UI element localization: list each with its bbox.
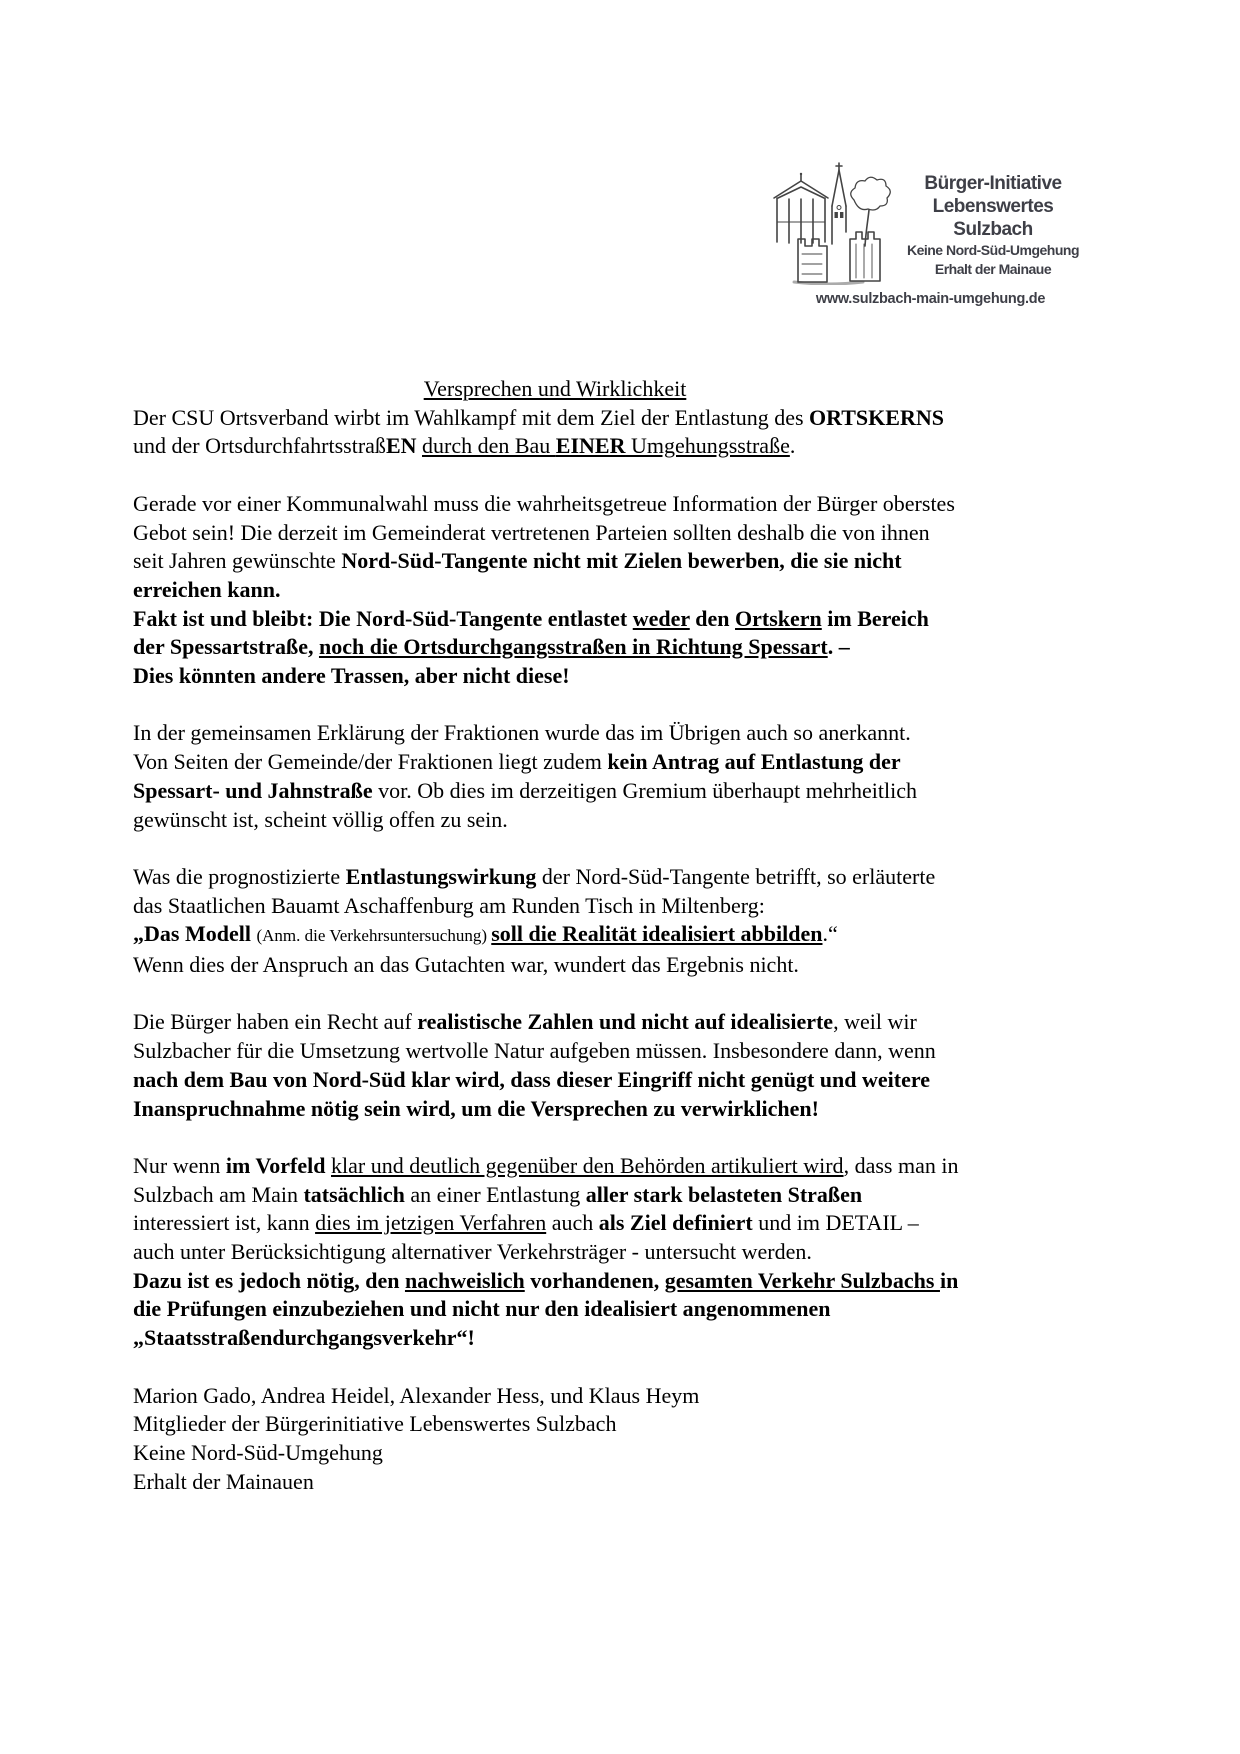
text-run: weder (632, 605, 690, 631)
logo-row (768, 160, 1093, 285)
text-run: noch die Ortsdurchgangsstraßen in Richtung Spessart (318, 634, 828, 660)
text-run: . (789, 433, 796, 459)
text-run: und im DETAIL – (752, 1210, 919, 1236)
text-line (133, 1382, 1053, 1411)
logo (768, 160, 1093, 307)
text-run: Fakt ist und bleibt: Die Nord-Süd-Tangente entlastet (133, 605, 633, 631)
text-line (133, 1008, 1053, 1037)
text-line (133, 1209, 1053, 1238)
text-run: nach dem Bau von Nord-Süd klar wird, dass dieser Eingriff nicht genügt und weitere (133, 1066, 930, 1092)
text-line (133, 719, 1053, 748)
text-run: Umgehungsstraße (625, 433, 790, 459)
text-run: im Vorfeld (225, 1152, 326, 1178)
text-run: Was die prognostizierte (133, 863, 346, 889)
text-run: tatsächlich (303, 1181, 405, 1207)
village-sketch-icon (768, 160, 893, 285)
text-run: realistische Zahlen und nicht auf idealisierte (417, 1009, 834, 1035)
text-run: Dies könnten andere Trassen, aber nicht diese! (133, 663, 570, 689)
signature-block (133, 1382, 1053, 1497)
text-run: Gebot sein! Die derzeit im Gemeinderat vertretenen Parteien sollten deshalb die von ihnen (133, 519, 930, 545)
text-run: Keine Nord-Süd-Umgehung (133, 1439, 383, 1465)
logo-name-line1: Bürger-Initiative (924, 173, 1062, 194)
text-run: klar und deutlich gegenüber den Behörden artikuliert wird (331, 1152, 844, 1178)
text-run: vorhandenen, (524, 1267, 665, 1293)
text-run: Die Bürger haben ein Recht auf (133, 1009, 418, 1035)
text-line (133, 432, 1053, 461)
text-line (133, 777, 1053, 806)
text-run: EN (385, 433, 417, 459)
text-run: die Prüfungen einzubeziehen und nicht nur den idealisiert angenommenen (133, 1296, 831, 1322)
text-run: in (939, 1267, 959, 1293)
text-line (133, 1181, 1053, 1210)
kommunalwahl-paragraph (133, 490, 1053, 691)
text-run: (Anm. die Verkehrsuntersuchung) (256, 926, 492, 946)
text-run: durch den Bau (422, 433, 556, 459)
text-run: Der CSU Ortsverband wirbt im Wahlkampf mit dem Ziel der Entlastung des (133, 404, 810, 430)
text-line (133, 1439, 1053, 1468)
text-run: auch unter Berücksichtigung alternativer Verkehrsträger - untersucht werden. (133, 1239, 812, 1265)
text-run: Nur wenn (133, 1152, 226, 1178)
text-run: Spessart- und Jahnstraße (133, 777, 373, 803)
text-run: Nord-Süd-Tangente nicht mit Zielen bewerben, die sie nicht (341, 548, 902, 574)
text-line (133, 1066, 1053, 1095)
text-run: ORTSKERNS (809, 404, 944, 430)
website-url: www.sulzbach-main-umgehung.de (815, 291, 1046, 307)
text-run: Marion Gado, Andrea Heidel, Alexander Hess, und Klaus Heym (133, 1382, 700, 1408)
text-run: Von Seiten der Gemeinde/der Fraktionen liegt zudem (133, 749, 608, 775)
text-run: dies im jetzigen Verfahren (315, 1210, 547, 1236)
text-line (133, 576, 1053, 605)
text-run: soll die Realität idealisiert abbilden (491, 921, 823, 947)
text-line (133, 920, 1053, 951)
text-run: nachweislich (404, 1267, 525, 1293)
title (133, 375, 1053, 404)
text-line (133, 863, 1053, 892)
text-run: erreichen kann. (133, 576, 281, 602)
logo-text (893, 160, 1093, 279)
logo-slogan-line1: Keine Nord-Süd-Umgehung (906, 242, 1080, 258)
text-line (133, 806, 1053, 835)
text-run: , dass man in (843, 1152, 959, 1178)
text-run: interessiert ist, kann (133, 1210, 316, 1236)
logo-slogan-line2: Erhalt der Mainaue (934, 261, 1052, 277)
text-run: gesamten Verkehr Sulzbachs (664, 1267, 940, 1293)
text-line (133, 1295, 1053, 1324)
text-run: der Spessartstraße, (133, 634, 319, 660)
text-run: EINER (555, 433, 626, 459)
text-run: Ortskern (735, 605, 822, 631)
entlastungswirkung-paragraph (133, 863, 1053, 980)
text-run: seit Jahren gewünschte (133, 548, 342, 574)
text-line (133, 1095, 1053, 1124)
text-run: aller stark belasteten Straßen (585, 1181, 863, 1207)
text-run: vor. Ob dies im derzeitigen Gremium überhaupt mehrheitlich (372, 777, 917, 803)
text-line (133, 375, 1053, 404)
text-line (133, 1410, 1053, 1439)
text-line (133, 662, 1053, 691)
text-run: In der gemeinsamen Erklärung der Fraktionen wurde das im Übrigen auch so anerkannt. (133, 720, 911, 746)
text-line (133, 892, 1053, 921)
text-run: den (689, 605, 736, 631)
text-run: auch (546, 1210, 599, 1236)
text-run: als Ziel definiert (598, 1210, 753, 1236)
text-run: an einer Entlastung (404, 1181, 586, 1207)
text-run: „Staatsstraßendurchgangsverkehr“! (133, 1325, 475, 1351)
text-line (133, 605, 1053, 634)
text-line (133, 1238, 1053, 1267)
text-run: Entlastungswirkung (345, 863, 537, 889)
text-run: das Staatlichen Bauamt Aschaffenburg am Runden Tisch in Miltenberg: (133, 892, 765, 918)
logo-name-line2: Lebenswertes Sulzbach (932, 196, 1054, 240)
vorfeld-paragraph (133, 1152, 1053, 1353)
text-run: Gerade vor einer Kommunalwahl muss die wahrheitsgetreue Information der Bürger oberstes (133, 490, 955, 516)
erklaerung-paragraph (133, 719, 1053, 834)
text-line (133, 1152, 1053, 1181)
text-run: Sulzbach am Main (133, 1181, 304, 1207)
text-run: gewünscht ist, scheint völlig offen zu sein. (133, 806, 508, 832)
text-line (133, 1037, 1053, 1066)
text-line (133, 951, 1053, 980)
text-run: „Das Modell (133, 921, 257, 947)
text-run: Mitglieder der Bürgerinitiative Lebenswertes Sulzbach (133, 1411, 617, 1437)
text-run: . – (827, 634, 850, 660)
text-line (133, 519, 1053, 548)
text-line (133, 490, 1053, 519)
text-line (133, 633, 1053, 662)
text-run: der Nord-Süd-Tangente betrifft, so erläuterte (536, 863, 936, 889)
text-run: Wenn dies der Anspruch an das Gutachten war, wundert das Ergebnis nicht. (133, 952, 799, 978)
buerger-recht-paragraph (133, 1008, 1053, 1123)
text-run: Dazu ist es jedoch nötig, den (133, 1267, 405, 1293)
document-body (133, 375, 1053, 1496)
text-run: Sulzbacher für die Umsetzung wertvolle Natur aufgeben müssen. Insbesondere dann, wenn (133, 1038, 936, 1064)
text-run: im Bereich (821, 605, 929, 631)
text-run: kein Antrag auf Entlastung der (607, 749, 901, 775)
text-run: , weil wir (833, 1009, 917, 1035)
text-run: Versprechen und Wirklichkeit (423, 376, 687, 401)
text-run: Inanspruchnahme nötig sein wird, um die Versprechen zu verwirklichen! (133, 1095, 819, 1121)
intro-paragraph (133, 404, 1053, 461)
text-run: .“ (822, 921, 838, 947)
text-line (133, 547, 1053, 576)
text-line (133, 748, 1053, 777)
text-line (133, 1468, 1053, 1497)
text-line (133, 1267, 1053, 1296)
text-run: Erhalt der Mainauen (133, 1468, 314, 1494)
text-line (133, 1324, 1053, 1353)
text-run: und der Ortsdurchfahrtsstraß (133, 433, 386, 459)
text-line (133, 404, 1053, 433)
